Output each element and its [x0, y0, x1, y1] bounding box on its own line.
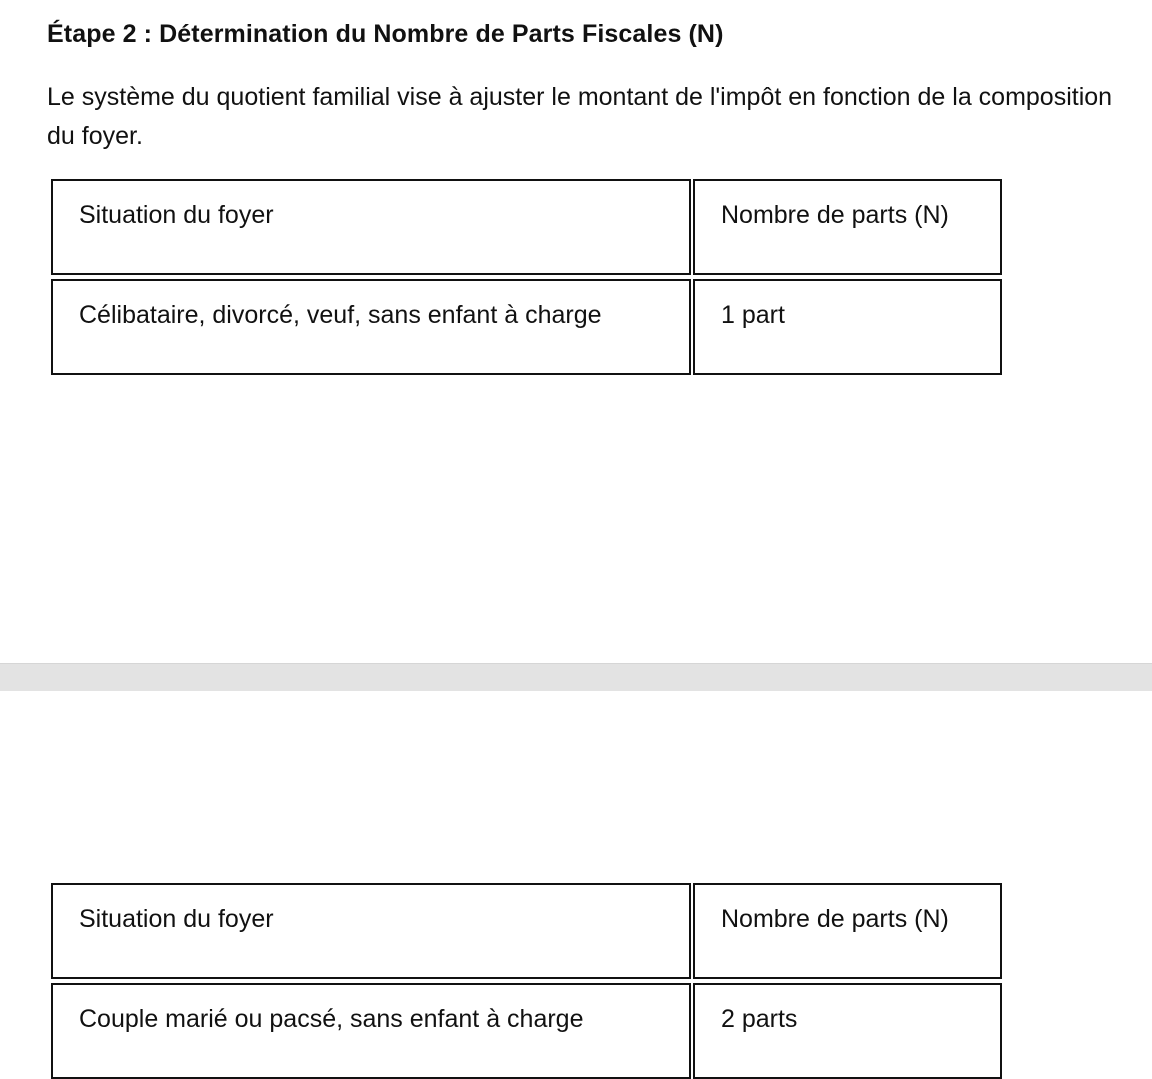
table-cell-situation: Célibataire, divorcé, veuf, sans enfant à charge: [51, 279, 691, 375]
page-break-gap: [0, 663, 1152, 691]
parts-table-1: [51, 179, 1002, 375]
parts-table-2: [51, 883, 1002, 1079]
table-cell-situation: Couple marié ou pacsé, sans enfant à charge: [51, 983, 691, 1079]
section-heading: Étape 2 : Détermination du Nombre de Parts Fiscales (N): [47, 20, 724, 48]
table-header-parts: Nombre de parts (N): [693, 179, 1002, 275]
intro-paragraph: Le système du quotient familial vise à ajuster le montant de l'impôt en fonction de la composition du foyer.: [47, 83, 1113, 150]
table-cell-parts: 2 parts: [693, 983, 1002, 1079]
table-header-situation: Situation du foyer: [51, 179, 691, 275]
table-cell-parts: 1 part: [693, 279, 1002, 375]
table-header-parts: Nombre de parts (N): [693, 883, 1002, 979]
table-header-situation: Situation du foyer: [51, 883, 691, 979]
